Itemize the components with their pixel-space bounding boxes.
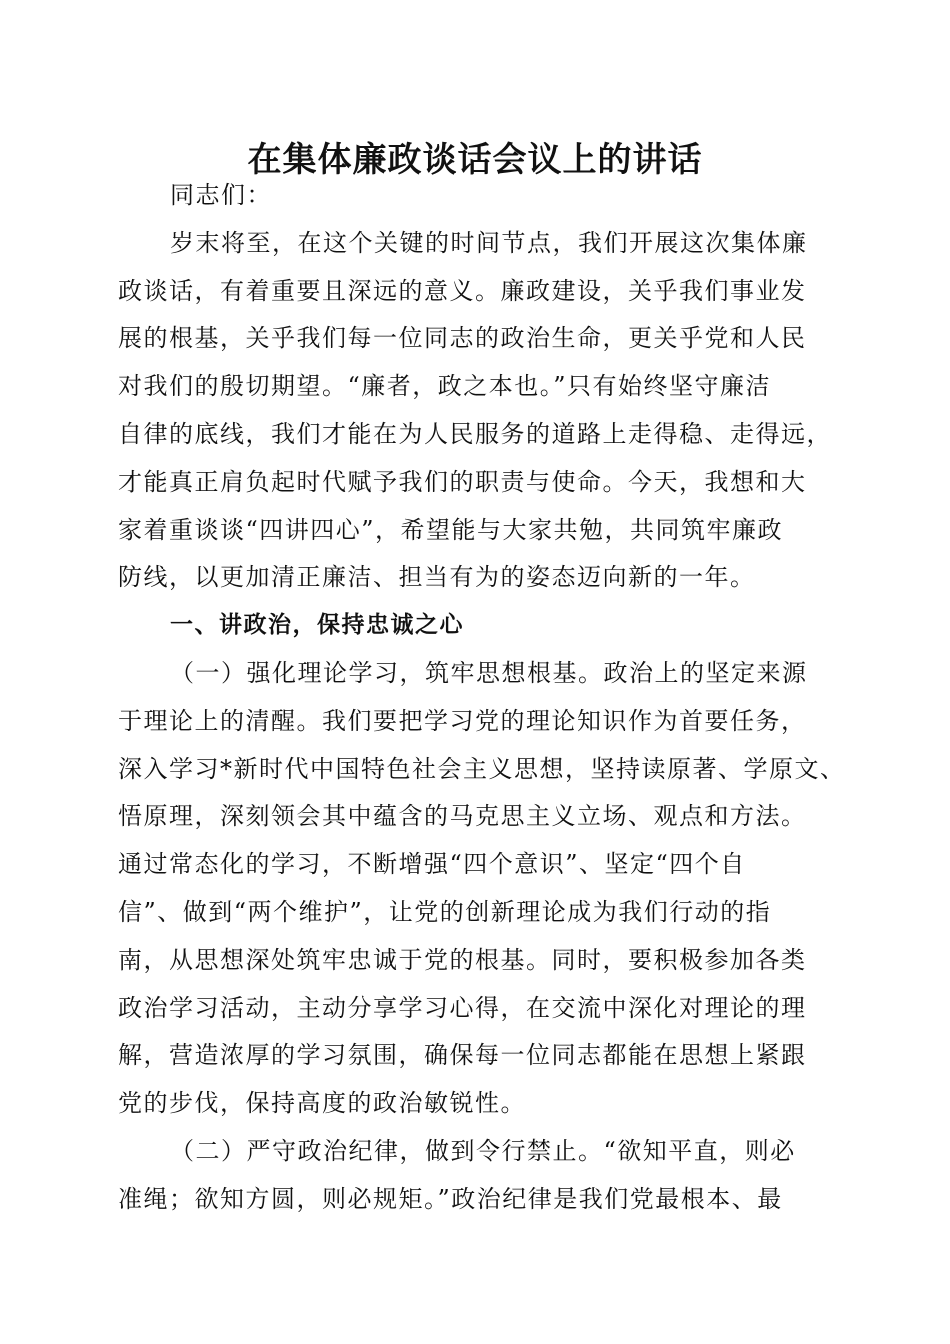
paragraph-line: （二）严守政治纪律，做到令行禁止。“欲知平直，则必 bbox=[170, 1136, 796, 1165]
paragraph-line: 岁末将至，在这个关键的时间节点，我们开展这次集体廉 bbox=[170, 228, 808, 257]
paragraph-line: 解，营造浓厚的学习氛围，确保每一位同志都能在思想上紧跟 bbox=[118, 1041, 807, 1070]
paragraph-line: 展的根基，关乎我们每一位同志的政治生命，更关乎党和人民 bbox=[118, 324, 807, 353]
paragraph-line: 防线，以更加清正廉洁、担当有为的姿态迈向新的一年。 bbox=[118, 563, 756, 592]
paragraph-line: 于理论上的清醒。我们要把学习党的理论知识作为首要任务， bbox=[118, 706, 807, 735]
paragraph-line: 悟原理，深刻领会其中蕴含的马克思主义立场、观点和方法。 bbox=[118, 802, 807, 831]
paragraph-line: 信”、做到“两个维护”，让党的创新理论成为我们行动的指 bbox=[118, 897, 772, 926]
paragraph-line: 对我们的殷切期望。“廉者，政之本也。”只有始终坚守廉洁 bbox=[118, 372, 772, 401]
paragraph-line: （一）强化理论学习，筑牢思想根基。政治上的坚定来源 bbox=[170, 658, 808, 687]
paragraph-line: 南，从思想深处筑牢忠诚于党的根基。同时，要积极参加各类 bbox=[118, 945, 807, 974]
paragraph-line: 党的步伐，保持高度的政治敏锐性。 bbox=[118, 1089, 526, 1118]
paragraph-line: 深入学习*新时代中国特色社会主义思想，坚持读原著、学原文、 bbox=[118, 754, 846, 783]
paragraph-line: 准绳；欲知方圆，则必规矩。”政治纪律是我们党最根本、最 bbox=[118, 1184, 783, 1213]
paragraph-line: 通过常态化的学习，不断增强“四个意识”、坚定“四个自 bbox=[118, 850, 746, 879]
paragraph-line: 政治学习活动，主动分享学习心得，在交流中深化对理论的理 bbox=[118, 993, 807, 1022]
document-body bbox=[118, 172, 846, 1224]
paragraph-line: 自律的底线，我们才能在为人民服务的道路上走得稳、走得远， bbox=[118, 419, 832, 448]
paragraph-line: 政谈话，有着重要且深远的意义。廉政建设，关乎我们事业发 bbox=[118, 276, 807, 305]
section-heading: 一、讲政治，保持忠诚之心 bbox=[170, 612, 464, 639]
paragraph-line: 家着重谈谈“四讲四心”，希望能与大家共勉，共同筑牢廉政 bbox=[118, 515, 784, 544]
document-title: 在集体廉政谈话会议上的讲话 bbox=[247, 140, 703, 180]
paragraph-line: 同志们： bbox=[170, 181, 272, 209]
paragraph-line: 才能真正肩负起时代赋予我们的职责与使命。今天，我想和大 bbox=[118, 467, 807, 496]
